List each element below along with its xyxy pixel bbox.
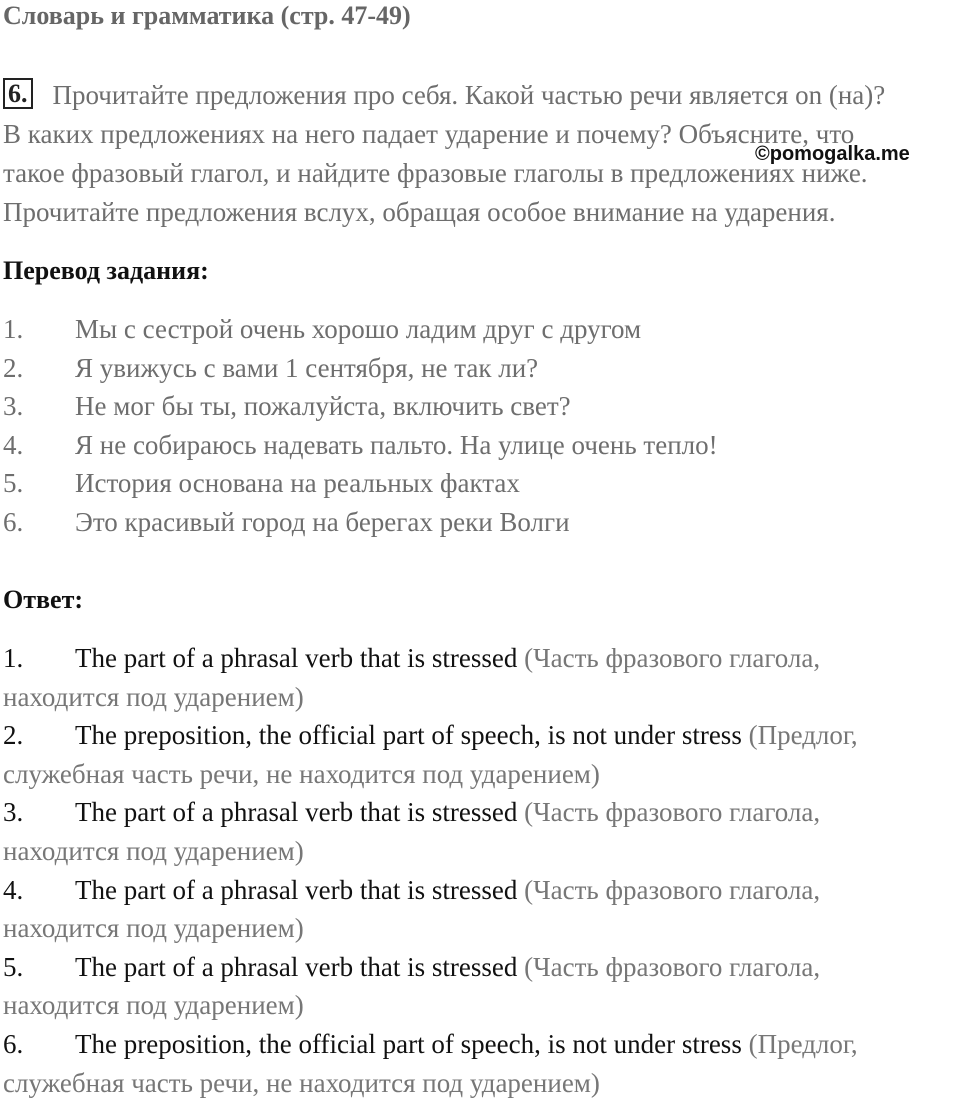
item-text: Не мог бы ты, пожалуйста, включить свет? (75, 391, 571, 422)
task-line-2: В каких предложениях на него падает ударение и почему? Объясните, что (3, 119, 855, 149)
item-number: 3. (3, 391, 24, 422)
answer-russian-part-2: служебная часть речи, не находится под ударением) (3, 758, 600, 789)
answer-line-1 (3, 1025, 958, 1064)
task-number-badge: 6. (3, 78, 33, 109)
answer-russian-part-2: находится под ударением) (3, 913, 304, 944)
item-text: Мы с сестрой очень хорошо ладим друг с другом (75, 314, 642, 344)
answer-line-1 (3, 639, 958, 678)
item-number: 1. (3, 314, 24, 344)
answer-russian-part-2: находится под ударением) (3, 990, 304, 1021)
item-number: 1. (3, 643, 24, 673)
list-item (3, 426, 718, 465)
answer-line-1 (3, 871, 958, 910)
item-number: 6. (3, 1028, 24, 1059)
list-item (3, 310, 718, 349)
item-number: 4. (3, 874, 24, 905)
answer-line-1 (3, 716, 958, 755)
item-number: 2. (3, 720, 24, 751)
item-number: 5. (3, 951, 24, 982)
item-number: 5. (3, 468, 24, 499)
item-number: 4. (3, 429, 24, 460)
list-item (3, 1025, 958, 1102)
answer-russian-part-1: (Часть фразового глагола, (524, 874, 821, 905)
answer-english: The part of a phrasal verb that is stressed (75, 951, 518, 982)
list-item (3, 793, 958, 870)
answer-russian-part-2: находится под ударением) (3, 681, 304, 712)
answer-line-1 (3, 793, 958, 832)
item-number: 2. (3, 352, 24, 383)
page-title: Словарь и грамматика (стр. 47-49) (3, 1, 411, 30)
answer-english: The part of a phrasal verb that is stressed (75, 797, 518, 828)
item-text: Это красивый город на берегах реки Волги (75, 506, 570, 537)
task-line-1 (3, 76, 958, 115)
translation-list (3, 310, 718, 542)
task-line-1-text: Прочитайте предложения про себя. Какой частью речи является on (на)? (52, 80, 886, 110)
item-number: 6. (3, 506, 24, 537)
answer-english: The preposition, the official part of speech, is not under stress (75, 720, 742, 751)
task-line-3: такое фразовый глагол, и найдите фразовые глаголы в предложениях ниже. (3, 158, 868, 188)
list-item (3, 349, 718, 388)
list-item (3, 871, 958, 948)
task-line-4: Прочитайте предложения вслух, обращая особое внимание на ударения. (3, 197, 836, 227)
answer-russian-part-1: (Часть фразового глагола, (524, 643, 821, 673)
answer-line-1 (3, 948, 958, 987)
watermark: ©pomogalka.me (755, 143, 910, 165)
list-item (3, 503, 718, 542)
item-text: Я не собираюсь надевать пальто. На улице очень тепло! (75, 429, 718, 460)
item-text: История основана на реальных фактах (75, 468, 520, 499)
answer-list (3, 639, 958, 1102)
list-item (3, 639, 958, 716)
answer-russian-part-1: (Предлог, (748, 1028, 858, 1059)
list-item (3, 464, 718, 503)
item-text: Я увижусь с вами 1 сентября, не так ли? (75, 352, 539, 383)
list-item (3, 716, 958, 793)
answer-russian-part-2: находится под ударением) (3, 835, 304, 866)
translation-heading: Перевод задания: (3, 256, 209, 285)
answer-english: The preposition, the official part of speech, is not under stress (75, 1028, 742, 1059)
answer-russian-part-1: (Часть фразового глагола, (524, 951, 821, 982)
list-item (3, 387, 718, 426)
answer-english: The part of a phrasal verb that is stressed (75, 643, 518, 673)
answer-heading: Ответ: (3, 585, 84, 614)
item-number: 3. (3, 797, 24, 828)
list-item (3, 948, 958, 1025)
answer-russian-part-1: (Часть фразового глагола, (524, 797, 821, 828)
answer-russian-part-1: (Предлог, (748, 720, 858, 751)
answer-russian-part-2: служебная часть речи, не находится под ударением) (3, 1067, 600, 1098)
answer-english: The part of a phrasal verb that is stressed (75, 874, 518, 905)
